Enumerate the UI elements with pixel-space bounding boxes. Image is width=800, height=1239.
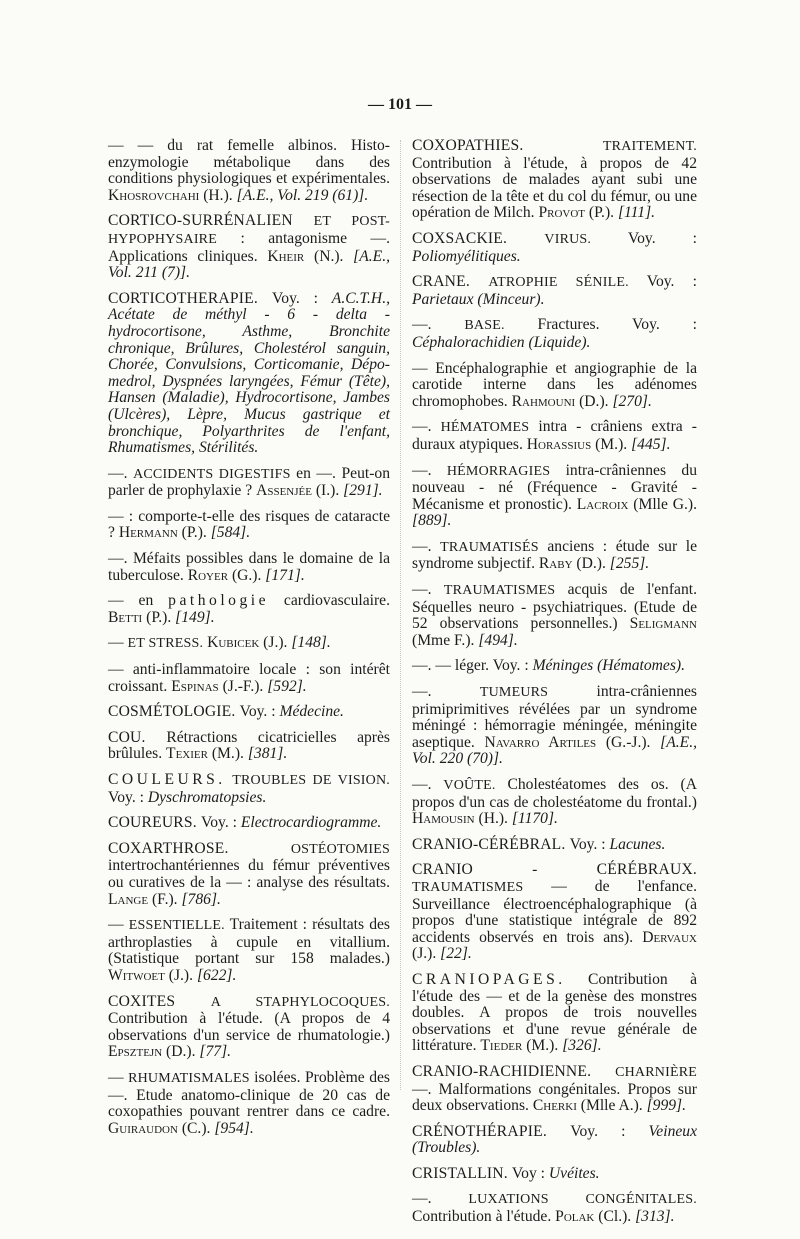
entry-text: COUREURS. — [108, 814, 201, 832]
entry-text: CHARNIÈRE — [615, 1064, 697, 1080]
entry-text: intra - crâniens extra - duraux atypiques. — [412, 418, 697, 453]
entry-text: ET STRESS. — [127, 636, 204, 652]
entry-text: [381]. — [247, 745, 288, 763]
entry-text: Contribution à l'étude des — et de la genèse des monstres doubles. A propos de trois nouvelles observations et d'une revue générale de littérature. — [412, 970, 697, 1055]
entry-text: Assenjée — [256, 482, 312, 500]
entry-text: (I.). — [311, 482, 344, 500]
entry-text: (N.). — [304, 247, 354, 265]
entry-text: Raby — [538, 555, 573, 573]
entry-text: Tieder — [480, 1037, 523, 1055]
entry-text: [291]. — [343, 482, 383, 500]
index-entry — [412, 274, 697, 308]
entry-text: HÉMORRAGIES — [446, 463, 551, 479]
entry-text: Dyschromatopsies. — [147, 788, 267, 806]
entry-text: Cholestéatomes des os. (A propos d'un cas de cholestéatome du frontal.) — [412, 776, 698, 811]
entry-text: TRAUMATISMES — [412, 879, 524, 895]
index-entry — [108, 662, 390, 695]
entry-text: [326]. — [562, 1037, 602, 1055]
entry-text: — — du rat femelle albinos. Histo-enzymologie métabolique dans des conditions physiologiques et expérimentales. — [108, 137, 390, 188]
entry-text: intertrochantériennes du fémur préventives ou curatives de la — : analyse des résultats. — [108, 857, 390, 891]
entry-text: —. — [412, 418, 441, 436]
entry-text: [584]. — [210, 524, 251, 542]
entry-text: (G.-J.). — [596, 733, 661, 751]
entry-text: TUMEURS — [479, 685, 549, 701]
index-entry — [412, 862, 697, 963]
entry-text: COU. — [108, 728, 167, 746]
entry-text: — Encéphalographie et angiographie de la carotide interne dans les adénomes chromophobes. — [412, 359, 697, 410]
entry-text: A STAPHYLOCOQUES. — [210, 994, 390, 1010]
index-entry — [412, 463, 697, 530]
entry-text: (Mlle G.). — [628, 495, 698, 513]
index-entry — [108, 994, 390, 1061]
entry-text: Parietaux (Minceur). — [412, 290, 545, 308]
column-divider — [400, 140, 401, 1090]
entry-text: Horassius — [526, 435, 592, 453]
entry-text: (Cl.). — [594, 1208, 636, 1226]
entry-text: Hermann — [118, 524, 178, 542]
entry-text: TRAITEMENT. — [602, 139, 697, 154]
entry-text: Voy. : — [239, 703, 280, 721]
entry-text: (H.). — [199, 186, 237, 204]
index-entry — [412, 1166, 697, 1183]
entry-text: —. Méfaits possibles dans le domaine de la tuberculose. — [108, 550, 390, 584]
entry-text: Voy. : — [108, 788, 148, 806]
entry-text: Poliomyélitiques. — [412, 247, 521, 265]
entry-text: — — [108, 916, 129, 934]
entry-text: —. — [412, 581, 444, 599]
entry-text: OSTÉOTOMIES — [290, 841, 390, 857]
entry-text: Navarro Artiles — [484, 733, 597, 751]
entry-text: [255]. — [609, 555, 650, 573]
entry-text: —. Malformations congénitales. Propos sur deux observations. — [412, 1080, 697, 1115]
entry-text: VIRUS. — [544, 231, 592, 247]
right-column — [412, 138, 697, 1235]
entry-text: — de l'enfance. Surveillance électroencéphalographique (à propos d'une statistique intégrale de 892 accidents observés en trois ans). — [412, 877, 697, 946]
entry-text: — : comporte-t-elle des risques de cataracte ? — [108, 507, 390, 542]
index-entry — [108, 213, 390, 281]
entry-text: Voy. : — [570, 1122, 649, 1140]
entry-text: (D.). — [572, 555, 610, 573]
entry-text: Contribution à l'étude. (A propos de 4 observations d'un service de rhumatologie.) — [108, 1010, 390, 1044]
index-entry — [412, 1064, 697, 1115]
entry-text: — en — [108, 592, 169, 610]
entry-text: intra-crâniennes du nouveau - né (Fréquence - Gravité - Mécanisme et pronostic). — [412, 461, 697, 513]
entry-text: [77]. — [199, 1043, 232, 1061]
entry-text: (M.). — [207, 745, 248, 763]
entry-text: Céphalorachidien (Liquide). — [412, 333, 591, 351]
entry-text: Lacroix — [576, 495, 629, 513]
entry-text: [445]. — [631, 435, 671, 453]
index-entry — [412, 684, 697, 768]
entry-text: Kheir — [267, 247, 305, 265]
entry-text: ET POST-HYPOPHYSAIRE — [108, 214, 391, 247]
entry-text: Voy : — [511, 1164, 549, 1182]
entry-text: — — [108, 634, 128, 652]
entry-text: Electrocardiogramme. — [240, 814, 382, 832]
entry-text: CRISTALLIN. — [412, 1164, 512, 1182]
entry-text: COULEURS. — [108, 771, 226, 788]
entry-text: [954]. — [214, 1119, 254, 1137]
entry-text: Contribution à l'étude, à propos de 42 observations de malades ayant subi une résection de la tête et du col du fémur, ou une opération de Milch. — [412, 154, 697, 222]
entry-text: [149]. — [175, 608, 215, 626]
entry-text: Voy. : — [200, 814, 241, 832]
entry-text: [22]. — [440, 945, 472, 963]
entry-text: [148]. — [291, 634, 331, 652]
index-entry — [412, 539, 697, 573]
index-entry — [108, 730, 390, 763]
entry-text: (M.). — [591, 435, 632, 453]
entry-text: acquis de l'enfant. Séquelles neuro - psychiatriques. (Etude de 52 observations personnelles.) — [412, 581, 697, 633]
entry-text: (D.). — [162, 1043, 200, 1061]
entry-text: Voy. : — [591, 229, 697, 247]
entry-text: [494]. — [478, 631, 518, 649]
entry-text: [1170]. — [511, 810, 558, 828]
entry-text: A.C.T.H., Acétate de méthyl - 6 - delta - hydrocortisone, Asthme, Bronchite chronique, Brûlures, Cholestérol sanguin, Chorée, Convulsions, Corticomanie, Dépo-medrol, Dyspnées laryngées, Fémur (Tête), Hansen (Maladie), Hydrocortisone, Jambes (Ulcères), Lèpre, Mucus gastrique et bronchique, Polyarthrites de l'enfant, Rhumatismes, Stérilités. — [108, 289, 390, 457]
index-entry — [412, 138, 697, 222]
entry-text: (D.). — [575, 392, 613, 410]
entry-text: CRANIOPAGES. — [412, 970, 566, 988]
entry-text: cardiovasculaire. — [269, 592, 390, 610]
entry-text: COSMÉTOLOGIE. — [108, 703, 240, 721]
entry-text: CRANIO-RACHIDIENNE. — [412, 1062, 616, 1080]
entry-text: BASE. — [464, 318, 505, 334]
entry-text: Rétractions cicatricielles après brûlules. — [108, 728, 390, 763]
entry-text: (F.). — [148, 890, 182, 908]
entry-text: Khosrovchahi — [108, 186, 200, 204]
index-entry — [108, 772, 390, 806]
entry-text: CRANIO - CÉRÉBRAUX. — [412, 861, 697, 879]
entry-text: Médecine. — [279, 703, 344, 721]
entry-text: Provot — [538, 204, 586, 222]
entry-text: pathologie — [168, 592, 269, 610]
entry-text: (C.). — [177, 1119, 215, 1137]
entry-text: Hamousin — [412, 810, 475, 828]
entry-text: en —. Peut-on parler de prophylaxie ? — [108, 464, 390, 500]
entry-text: —. — [412, 776, 444, 793]
entry-text: (P.). — [177, 524, 211, 542]
entry-text: TRAUMATISÉS — [440, 539, 539, 555]
entry-text: Guiraudon — [108, 1119, 178, 1137]
index-entry — [108, 291, 390, 457]
index-entry — [108, 509, 390, 542]
entry-text: Méninges (Hématomes). — [532, 657, 685, 675]
entry-text: Cherki — [532, 1097, 577, 1115]
entry-text: —. — [412, 1190, 469, 1208]
entry-text: TRAUMATISMES — [443, 583, 556, 599]
index-entry — [412, 658, 697, 675]
entry-text: ESSENTIELLE. — [128, 918, 225, 934]
entry-text: Uvéites. — [548, 1164, 600, 1182]
index-entry — [412, 231, 697, 265]
entry-text: [111]. — [617, 204, 656, 222]
left-column — [108, 138, 390, 1146]
entry-text: CRANE. — [412, 273, 489, 291]
entry-text: ACCIDENTS DIGESTIFS — [133, 466, 291, 482]
index-entry — [108, 593, 390, 626]
entry-text: [313]. — [635, 1208, 675, 1226]
entry-text: [A.E., Vol. 219 (61)]. — [236, 186, 369, 204]
index-entry — [108, 466, 390, 500]
entry-text: (Mlle A.). — [576, 1097, 647, 1115]
entry-text: (J.). — [164, 966, 197, 984]
index-entry — [412, 777, 697, 828]
entry-text: (P.). — [142, 608, 176, 626]
entry-text: —. — [108, 464, 134, 482]
index-entry — [412, 837, 697, 854]
entry-text: Betti — [108, 608, 143, 626]
index-entry — [108, 1070, 390, 1137]
entry-text: Veineux (Troubles). — [412, 1122, 698, 1157]
entry-text: [A.E., Vol. 220 (70)]. — [412, 733, 697, 768]
entry-text: —. — léger. Voy. : — [412, 657, 533, 675]
index-entry — [108, 841, 390, 908]
entry-text: COXSACKIE. — [412, 229, 545, 247]
entry-text: CORTICOTHERAPIE. — [108, 289, 273, 307]
entry-text: Voy. : — [272, 289, 332, 307]
entry-text: Voy. : — [569, 835, 610, 853]
page-number: — 101 — — [368, 96, 432, 113]
entry-text: (J.). — [259, 634, 292, 652]
entry-text: Seligmann — [629, 615, 697, 633]
index-entry — [108, 704, 390, 721]
index-entry — [412, 419, 697, 453]
index-entry — [412, 1191, 697, 1225]
entry-text: [A.E., Vol. 211 (7)]. — [108, 247, 390, 282]
entry-text: isolées. Problème des —. Etude anatomo-clinique de 20 cas de coxopathies pouvant rentrer dans ce cadre. — [108, 1068, 390, 1121]
entry-text: (J.). — [412, 945, 441, 963]
entry-text: —. — [412, 316, 465, 334]
entry-text: [786]. — [181, 890, 221, 908]
index-entry — [108, 138, 390, 204]
entry-text: CORTICO-SURRÉNALIEN — [108, 212, 314, 230]
entry-text: CRANIO-CÉRÉBRAL. — [412, 835, 570, 853]
entry-text: — anti-inflammatoire locale : son intérêt croissant. — [108, 661, 390, 695]
entry-text: Dervaux — [642, 928, 697, 946]
entry-text: Witwoet — [108, 966, 165, 984]
index-entry — [412, 972, 697, 1055]
entry-text: — — [108, 1068, 129, 1086]
entry-text: TROUBLES DE VISION. — [232, 773, 390, 788]
entry-text: RHUMATISMALES — [128, 1070, 250, 1086]
entry-text: Epsztejn — [108, 1043, 163, 1061]
entry-text: Fractures. Voy. : — [504, 316, 697, 334]
entry-text: CRÉNOTHÉRAPIE. — [412, 1122, 571, 1140]
index-entry — [108, 635, 390, 653]
entry-text: Polak — [555, 1208, 595, 1226]
entry-text: intra-crâniennes primiprimitives révélées par un syndrome méningé : hémorragie méningée, méningite aseptique. — [412, 683, 697, 751]
entry-text: ATROPHIE SÉNILE. — [488, 275, 629, 291]
entry-text: —. — [412, 461, 447, 479]
entry-text: Lacunes. — [609, 835, 666, 853]
entry-text: LUXATIONS CONGÉNITALES. — [468, 1192, 697, 1208]
entry-text: (G.). — [228, 566, 266, 584]
entry-text: COXARTHROSE. — [108, 839, 291, 857]
entry-text: Royer — [187, 566, 229, 584]
entry-text: [622]. — [196, 966, 237, 984]
entry-text: Kubicek — [207, 634, 260, 652]
index-entry — [108, 917, 390, 984]
entry-text: VOÛTE. — [443, 778, 496, 793]
index-entry — [108, 815, 390, 832]
index-entry — [412, 361, 697, 411]
entry-text: Rahmouni — [511, 392, 576, 410]
entry-text: [999]. — [646, 1097, 687, 1115]
entry-text: Voy. : — [628, 273, 697, 291]
index-entry — [108, 551, 390, 584]
entry-text: : antagonisme —. Applications cliniques. — [108, 229, 390, 265]
index-entry — [412, 582, 697, 649]
entry-text: Texier — [166, 745, 208, 763]
entry-text: (J.-F.). — [218, 677, 268, 695]
entry-text: (M.). — [522, 1037, 563, 1055]
entry-text: [592]. — [267, 677, 307, 695]
index-entry — [412, 317, 697, 351]
entry-text: (H.). — [474, 810, 512, 828]
entry-text: (P.). — [585, 204, 618, 222]
entry-text: [171]. — [265, 566, 305, 584]
entry-text: COXOPATHIES. — [412, 137, 603, 154]
entry-text: Espinas — [171, 677, 219, 695]
entry-text: COXITES — [108, 992, 211, 1010]
entry-text: [889]. — [412, 512, 452, 530]
entry-text: HÉMATOMES — [440, 420, 530, 436]
entry-text: Traitement : résultats des arthroplasties à cupule en vitallium. (Statistique portant sur 158 malades.) — [108, 916, 390, 968]
index-entry — [412, 1124, 697, 1157]
entry-text: (Mme F.). — [412, 631, 479, 649]
entry-text: —. — [412, 683, 480, 701]
entry-text: —. — [412, 537, 441, 555]
entry-text: anciens : étude sur le syndrome subjectif. — [412, 537, 697, 573]
entry-text: [270]. — [612, 392, 652, 410]
entry-text: Contribution à l'étude. — [412, 1208, 556, 1226]
entry-text: Lange — [108, 890, 149, 908]
